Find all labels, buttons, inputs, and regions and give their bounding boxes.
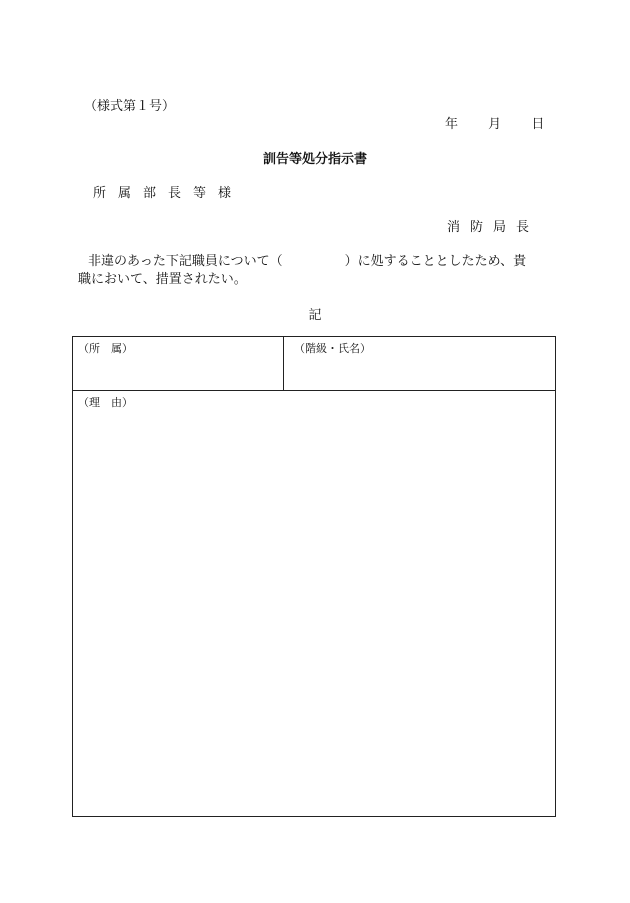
date-day-label: 日 (531, 117, 545, 132)
form-number: （様式第１号） (84, 99, 176, 114)
record-table (72, 336, 556, 817)
affiliation-cell (73, 337, 284, 391)
ki-heading: 記 (308, 308, 322, 323)
sender: 消防局長 (447, 220, 540, 235)
rank-name-label: （階級・氏名） (294, 342, 371, 355)
affiliation-label: （所 属） (78, 342, 133, 355)
addressee: 所属部長等様 (93, 186, 244, 201)
date-line (445, 113, 544, 132)
date-month-label: 月 (488, 117, 502, 132)
body-text-after-blank: ）に処することとしたため、貴 (344, 254, 527, 269)
body-text-line-2: 職において、措置されたい。 (78, 272, 247, 287)
date-year-label: 年 (445, 117, 459, 132)
rank-name-cell (284, 337, 555, 391)
reason-label: （理 由） (78, 396, 133, 409)
reason-cell (73, 391, 555, 816)
body-text-line-1 (88, 250, 526, 269)
body-text-before-blank: 非違のあった下記職員について（ (88, 254, 283, 269)
document-title: 訓告等処分指示書 (262, 152, 367, 167)
